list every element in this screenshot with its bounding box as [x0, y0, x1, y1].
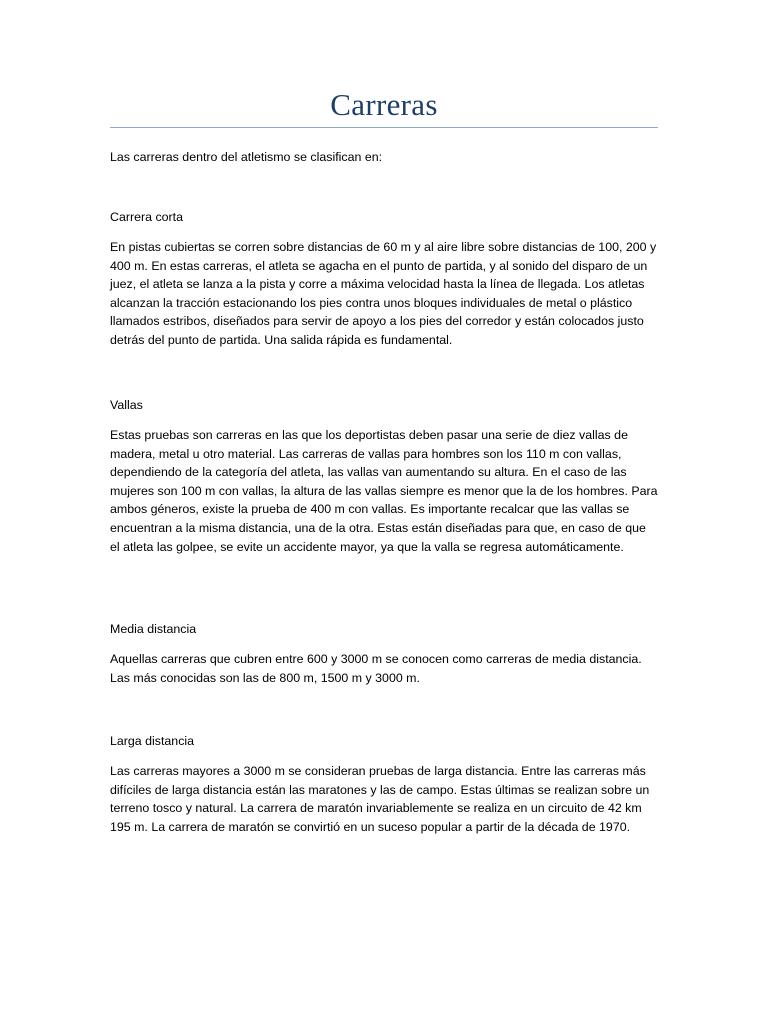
section-body-vallas: Estas pruebas son carreras en las que los deportistas deben pasar una serie de diez vallas de madera, metal u otro material. Las carreras de vallas para hombres son los 110 m con vallas, dependiendo de la categoría del atleta, las vallas van aumentando su altura. En el caso de las mujeres son 100 m con vallas, la altura de las vallas siempre es menor que la de los hombres. Para ambos géneros, existe la prueba de 400 m con vallas. Es importante recalcar que las vallas se encuentran a la misma distancia, una de la otra. Estas están diseñadas para que, en caso de que el atleta las golpee, se evite un accidente mayor, ya que la valla se regresa automáticamente.	[110, 428, 658, 554]
section-heading-media-distancia: Media distancia	[110, 622, 197, 636]
section-heading-larga-distancia: Larga distancia	[110, 734, 195, 748]
section-body-carrera-corta: En pistas cubiertas se corren sobre distancias de 60 m y al aire libre sobre distancias de 100, 200 y 400 m. En estas carreras, el atleta se agacha en el punto de partida, y al sonido del disparo de un juez, el atleta se lanza a la pista y corre a máxima velocidad hasta la línea de llegada. Los atletas alcanzan la tracción estacionando los pies contra unos bloques individuales de metal o plástico llamados estribos, diseñados para servir de apoyo a los pies del corredor y están colocados justo detrás del punto de partida. Una salida rápida es fundamental.	[110, 240, 657, 347]
section-heading-vallas: Vallas	[110, 398, 143, 412]
section-body-media-distancia: Aquellas carreras que cubren entre 600 y 3000 m se conocen como carreras de media distancia. Las más conocidas son las de 800 m, 1500 m y 3000 m.	[110, 652, 642, 685]
title-underline	[110, 127, 658, 128]
intro-paragraph: Las carreras dentro del atletismo se clasifican en:	[110, 150, 383, 164]
section-body-larga-distancia: Las carreras mayores a 3000 m se consideran pruebas de larga distancia. Entre las carreras más difíciles de larga distancia están las maratones y las de campo. Estas últimas se realizan sobre un terreno tosco y natural. La carrera de maratón invariablemente se realiza en un circuito de 42 km 195 m. La carrera de maratón se convirtió en un suceso popular a partir de la década de 1970.	[110, 764, 650, 834]
section-heading-carrera-corta: Carrera corta	[110, 210, 183, 224]
page-title: Carreras	[330, 87, 438, 122]
